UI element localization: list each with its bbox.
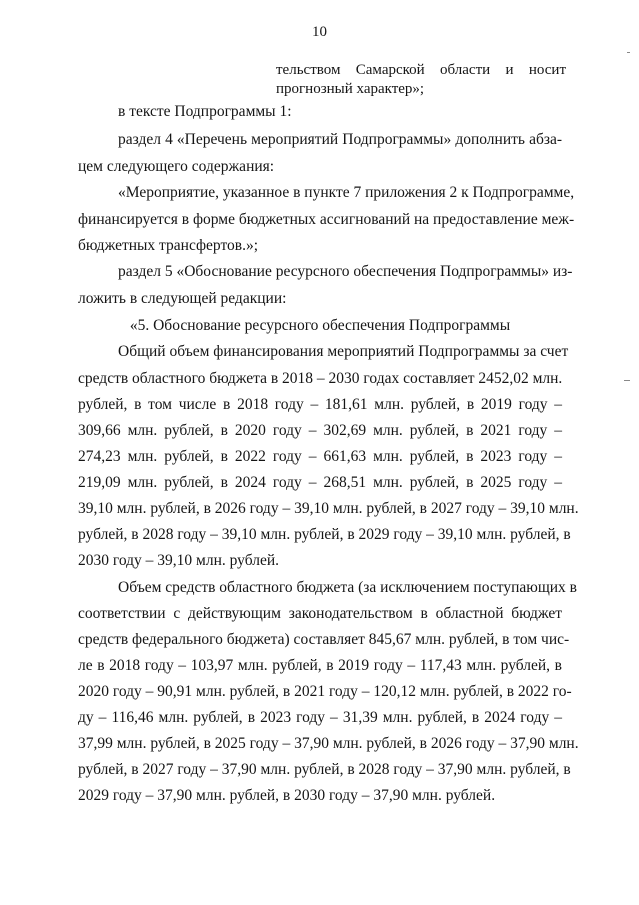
text-line: 309,66 млн. рублей, в 2020 году – 302,69 млн. рублей, в 2021 году – [78, 422, 562, 439]
text-line: бюджетных трансфертов.»; [78, 237, 259, 254]
text-line: прогнозный характер»; [276, 81, 425, 97]
text-line: 2020 году – 90,91 млн. рублей, в 2021 году – 120,12 млн. рублей, в 2022 го- [78, 683, 572, 700]
text-line: 39,10 млн. рублей, в 2026 году – 39,10 млн. рублей, в 2027 году – 39,10 млн. [78, 500, 579, 517]
scan-mark [627, 52, 630, 53]
text-line: 37,99 млн. рублей, в 2025 году – 37,90 млн. рублей, в 2026 году – 37,90 млн. [78, 735, 579, 752]
text-line: ложить в следующей редакции: [78, 290, 287, 307]
text-line: 2029 году – 37,90 млн. рублей, в 2030 году – 37,90 млн. рублей. [78, 787, 496, 804]
text-line: ду – 116,46 млн. рублей, в 2023 году – 31,39 млн. рублей, в 2024 году – [78, 709, 562, 726]
text-line: цем следующего содержания: [78, 158, 275, 175]
text-line: соответствии с действующим законодательством в областной бюджет [78, 605, 562, 622]
continued-text [276, 61, 566, 99]
text-line: раздел 4 «Перечень мероприятий Подпрограммы» дополнить абза- [118, 131, 562, 148]
text-line: финансируется в форме бюджетных ассигнований на предоставление меж- [78, 211, 575, 228]
text-line: 219,09 млн. рублей, в 2024 году – 268,51 млн. рублей, в 2025 году – [78, 474, 562, 491]
text-line: тельством Самарской области и носит [276, 62, 566, 78]
text-line: раздел 5 «Обоснование ресурсного обеспечения Подпрограммы» из- [118, 263, 573, 280]
text-line: рублей, в том числе в 2018 году – 181,61 млн. рублей, в 2019 году – [78, 396, 562, 413]
text-line: 274,23 млн. рублей, в 2022 году – 661,63 млн. рублей, в 2023 году – [78, 448, 562, 465]
text-line: Общий объем финансирования мероприятий Подпрограммы за счет [118, 343, 569, 360]
text-line: 2030 году – 39,10 млн. рублей. [78, 552, 280, 569]
section-heading: «5. Обоснование ресурсного обеспечения Подпрограммы [129, 317, 511, 334]
text-line: в тексте Подпрограммы 1: [118, 103, 292, 120]
text-line: средств областного бюджета в 2018 – 2030 годах составляет 2452,02 млн. [78, 370, 563, 387]
page-number: 10 [312, 24, 327, 40]
text-line: рублей, в 2027 году – 37,90 млн. рублей, в 2028 году – 37,90 млн. рублей, в [78, 761, 571, 778]
scan-mark [624, 380, 630, 381]
text-line: рублей, в 2028 году – 39,10 млн. рублей, в 2029 году – 39,10 млн. рублей, в [78, 526, 571, 543]
text-line: «Мероприятие, указанное в пункте 7 приложения 2 к Подпрограмме, [118, 184, 575, 201]
text-line: Объем средств областного бюджета (за исключением поступающих в [118, 579, 577, 596]
text-line: ле в 2018 году – 103,97 млн. рублей, в 2019 году – 117,43 млн. рублей, в [78, 657, 562, 674]
text-line: средств федерального бюджета) составляет 845,67 млн. рублей, в том чис- [78, 631, 570, 648]
